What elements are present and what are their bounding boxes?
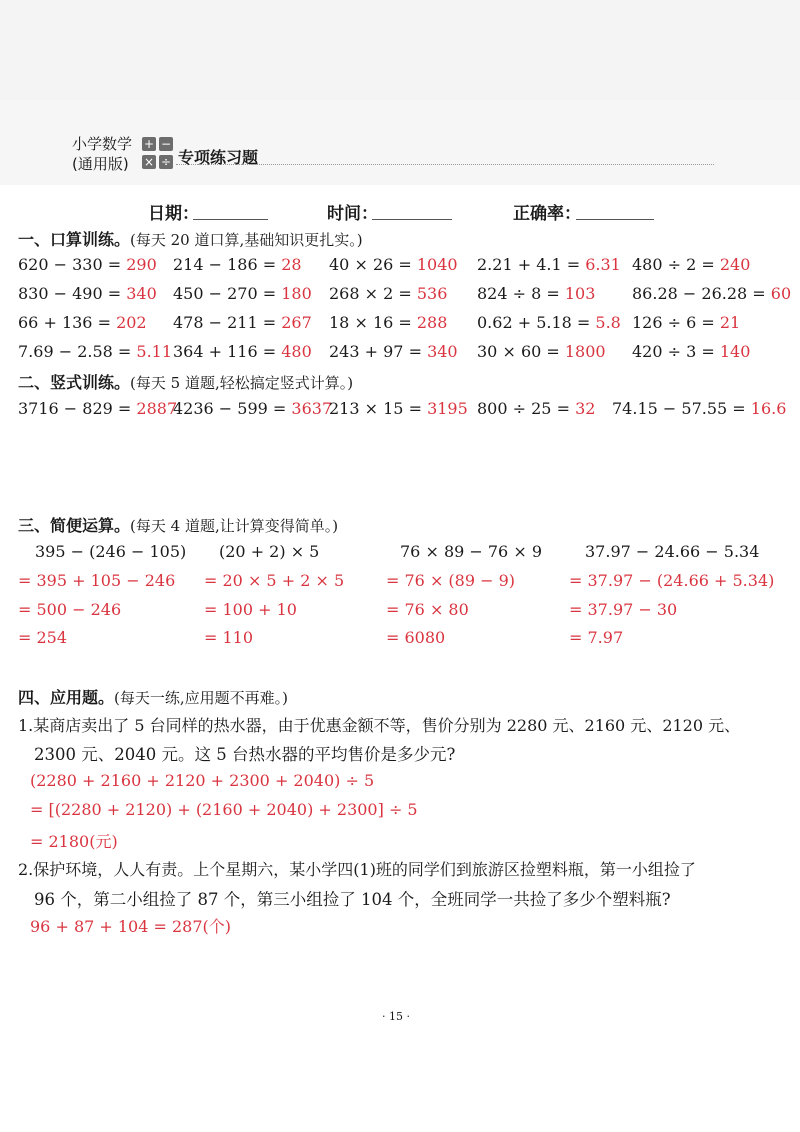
subject-line-1: 小学数学	[72, 135, 133, 153]
list-item: 364 + 116 = 480	[173, 342, 312, 361]
step: = 7.97	[569, 628, 624, 647]
list-item: 40 × 26 = 1040	[329, 255, 458, 274]
divide-icon: ÷	[160, 155, 172, 169]
step: = 20 × 5 + 2 × 5	[204, 571, 345, 590]
accuracy-label: 正确率：	[513, 204, 581, 224]
section1-heading	[18, 227, 363, 250]
step: = 6080	[386, 628, 446, 647]
time-label: 时间：	[327, 204, 378, 224]
list-item: 66 + 136 = 202	[18, 313, 147, 332]
q1-step: = [(2280 + 2120) + (2160 + 2040) + 2300] ÷ 5	[30, 800, 418, 819]
list-item: 4236 − 599 = 3637	[173, 399, 333, 418]
q2-answer: 96 + 87 + 104 = 287(个)	[30, 917, 232, 936]
section2-heading	[18, 370, 353, 393]
plus-icon: +	[143, 137, 155, 151]
list-item: 450 − 270 = 180	[173, 284, 312, 303]
step: = 76 × 80	[386, 600, 469, 619]
date-blank	[193, 219, 268, 220]
list-item: 214 − 186 = 28	[173, 255, 302, 274]
list-item: 268 × 2 = 536	[329, 284, 448, 303]
time-blank	[372, 219, 452, 220]
section3-title: 三、简便运算。	[18, 516, 131, 535]
section3-heading	[18, 513, 338, 536]
list-item: 30 × 60 = 1800	[477, 342, 606, 361]
header-divider	[176, 164, 714, 165]
list-item: 213 × 15 = 3195	[329, 399, 468, 418]
page-number: · 15 ·	[382, 1010, 410, 1023]
list-item: 7.69 − 2.58 = 5.11	[18, 342, 173, 361]
minus-icon: −	[160, 137, 172, 151]
step: = 37.97 − 30	[569, 600, 678, 619]
step: = 76 × (89 − 9)	[386, 571, 516, 590]
date-label: 日期：	[148, 204, 199, 224]
question-1-line-2: 2300 元、2040 元。这 5 台热水器的平均售价是多少元?	[34, 745, 456, 764]
section4-heading	[18, 685, 288, 708]
operator-icons	[142, 137, 174, 171]
list-item: 620 − 330 = 290	[18, 255, 157, 274]
section2-title: 二、竖式训练。	[18, 373, 131, 392]
problem: 37.97 − 24.66 − 5.34	[585, 542, 760, 561]
list-item: 74.15 − 57.55 = 16.6	[612, 399, 787, 418]
section3-note: (每天 4 道题,让计算变得简单。)	[130, 517, 339, 535]
q1-step: = 2180(元)	[30, 832, 118, 851]
page-title: 专项练习题	[178, 148, 259, 167]
question-2-line-1: 2.保护环境，人人有责。上个星期六，某小学四(1)班的同学们到旅游区捡塑料瓶，第一小组捡了	[18, 860, 696, 879]
step: = 100 + 10	[204, 600, 297, 619]
step: = 37.97 − (24.66 + 5.34)	[569, 571, 775, 590]
subject-line-2: (通用版)	[72, 155, 129, 173]
list-item: 800 ÷ 25 = 32	[477, 399, 596, 418]
problem: 76 × 89 − 76 × 9	[400, 542, 542, 561]
multiply-icon: ×	[143, 155, 155, 169]
list-item: 420 ÷ 3 = 140	[632, 342, 751, 361]
accuracy-blank	[576, 219, 654, 220]
section4-note: (每天一练,应用题不再难。)	[114, 689, 288, 707]
list-item: 86.28 − 26.28 = 60	[632, 284, 792, 303]
step: = 500 − 246	[18, 600, 122, 619]
section1-note: (每天 20 道口算,基础知识更扎实。)	[130, 231, 363, 249]
list-item: 18 × 16 = 288	[329, 313, 448, 332]
problem: (20 + 2) × 5	[219, 542, 320, 561]
list-item: 243 + 97 = 340	[329, 342, 458, 361]
section1-title: 一、口算训练。	[18, 230, 131, 249]
step: = 395 + 105 − 246	[18, 571, 176, 590]
top-band	[0, 0, 800, 100]
list-item: 830 − 490 = 340	[18, 284, 157, 303]
list-item: 2.21 + 4.1 = 6.31	[477, 255, 621, 274]
list-item: 3716 − 829 = 2887	[18, 399, 178, 418]
list-item: 126 ÷ 6 = 21	[632, 313, 741, 332]
list-item: 0.62 + 5.18 = 5.8	[477, 313, 621, 332]
step: = 254	[18, 628, 68, 647]
step: = 110	[204, 628, 254, 647]
section2-note: (每天 5 道题,轻松搞定竖式计算。)	[130, 374, 354, 392]
section4-title: 四、应用题。	[18, 688, 115, 707]
q1-step: (2280 + 2160 + 2120 + 2300 + 2040) ÷ 5	[30, 771, 375, 790]
question-1-line-1: 1.某商店卖出了 5 台同样的热水器，由于优惠金额不等，售价分别为 2280 元、2160 元、2120 元、	[18, 716, 741, 735]
list-item: 478 − 211 = 267	[173, 313, 312, 332]
problem: 395 − (246 − 105)	[35, 542, 187, 561]
list-item: 480 ÷ 2 = 240	[632, 255, 751, 274]
question-2-line-2: 96 个，第二小组捡了 87 个，第三小组捡了 104 个，全班同学一共捡了多少个塑料瓶?	[34, 890, 671, 909]
list-item: 824 ÷ 8 = 103	[477, 284, 596, 303]
